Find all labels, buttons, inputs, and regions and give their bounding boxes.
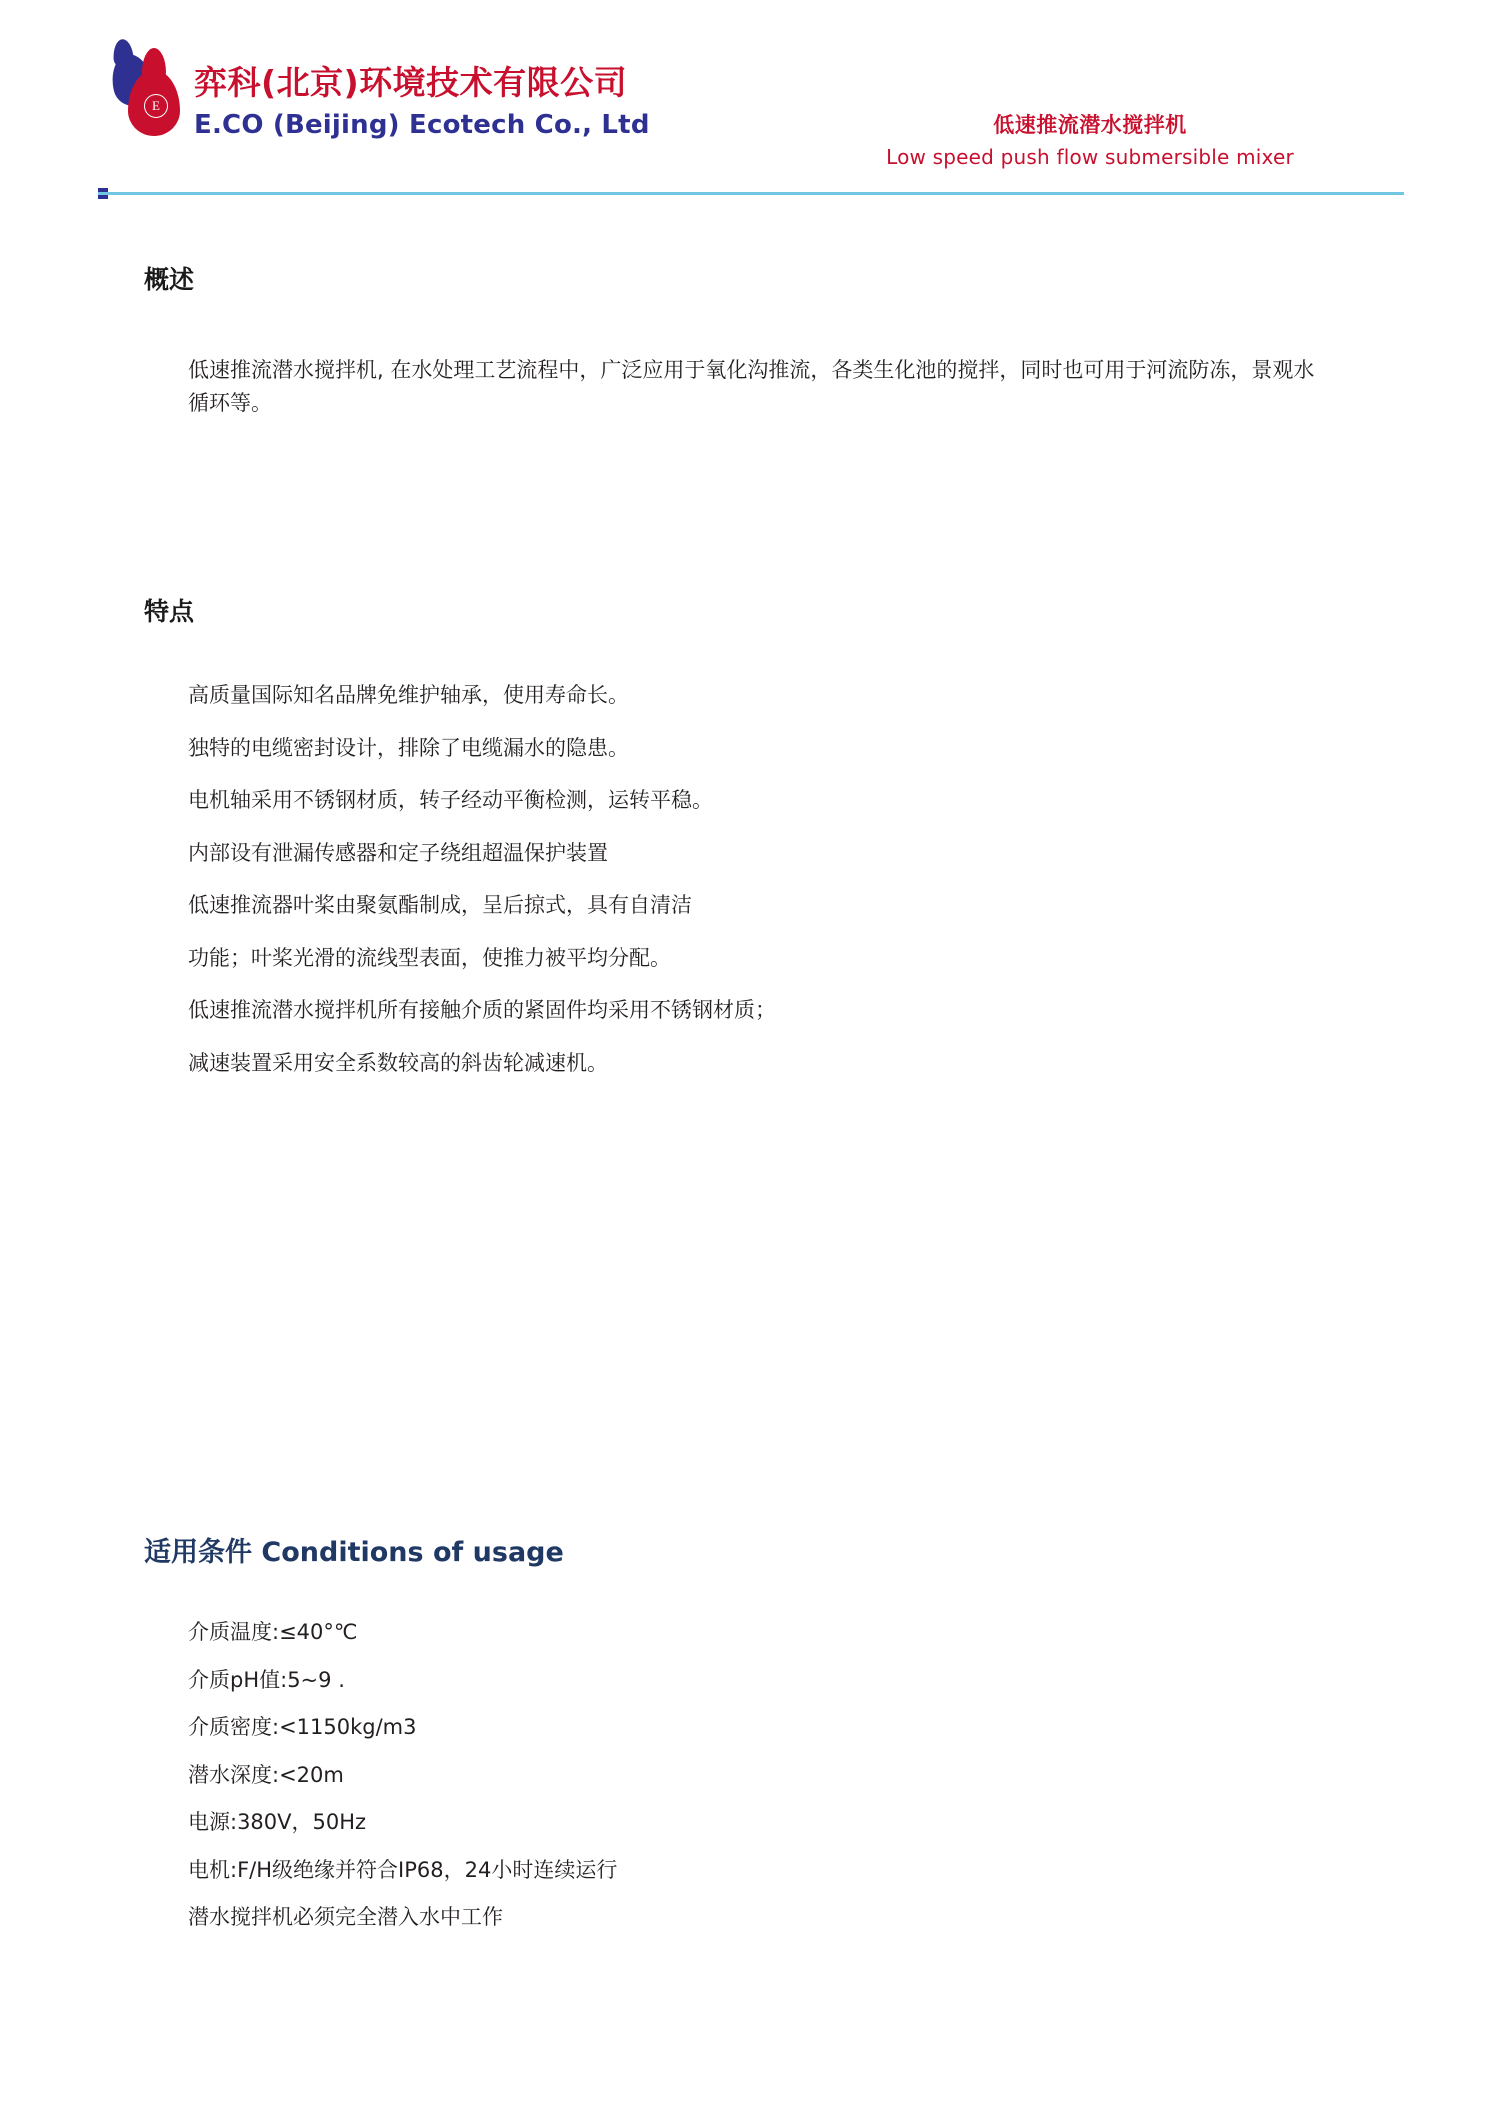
conditions-list [0, 1617, 1500, 1934]
list-item: 电机:F/H级绝缘并符合IP68，24小时连续运行 [188, 1857, 618, 1882]
product-title-en: Low speed push flow submersible mixer [886, 144, 1294, 169]
list-item: 高质量国际知名品牌免维护轴承，使用寿命长。 [188, 683, 629, 707]
product-title-block [740, 110, 1440, 173]
list-item: 介质温度:≤40°℃ [188, 1620, 358, 1644]
company-name-en: E.CO (Beijing) Ecotech Co., Ltd [194, 110, 650, 141]
overview-heading: 概述 [144, 265, 195, 294]
list-item: 减速装置采用安全系数较高的斜齿轮减速机。 [188, 1050, 608, 1075]
list-item: 低速推流器叶桨由聚氨酯制成，呈后掠式，具有自清洁 [188, 893, 692, 917]
list-item: 低速推流潜水搅拌机所有接触介质的紧固件均采用不锈钢材质； [188, 998, 776, 1022]
list-item: 电机轴采用不锈钢材质，转子经动平衡检测，运转平稳。 [188, 788, 713, 812]
overview-paragraph: 低速推流潜水搅拌机, 在水处理工艺流程中，广泛应用于氧化沟推流，各类生化池的搅拌，同时也可用于河流防冻，景观水循环等。 [188, 358, 1315, 415]
list-item: 介质密度:<1150kg/m3 [188, 1715, 417, 1739]
list-item: 潜水深度:<20m [188, 1762, 344, 1787]
product-title-cn: 低速推流潜水搅拌机 [993, 113, 1187, 137]
list-item: 电源:380V，50Hz [188, 1810, 367, 1834]
company-name-group [194, 62, 650, 144]
conditions-heading: 适用条件 Conditions of usage [144, 1537, 564, 1568]
header-divider [98, 192, 1404, 195]
section-overview [0, 260, 1500, 419]
list-item: 潜水搅拌机必须完全潜入水中工作 [188, 1905, 503, 1929]
water-drop-logo-icon [108, 48, 180, 158]
logo-letter: E [144, 94, 168, 118]
list-item: 内部设有泄漏传感器和定子绕组超温保护装置 [188, 840, 608, 865]
features-heading: 特点 [144, 597, 195, 626]
list-item: 功能；叶桨光滑的流线型表面，使推力被平均分配。 [188, 945, 671, 970]
list-item: 介质pH值:5~9 . [188, 1667, 345, 1692]
section-features [0, 592, 1500, 1100]
section-conditions-of-usage [0, 1530, 1500, 1950]
page-header [0, 0, 1500, 200]
features-list [0, 680, 1500, 1079]
company-name-cn: 弈科(北京)环境技术有限公司 [194, 63, 628, 103]
company-logo-block [108, 48, 650, 158]
list-item: 独特的电缆密封设计，排除了电缆漏水的隐患。 [188, 735, 629, 760]
